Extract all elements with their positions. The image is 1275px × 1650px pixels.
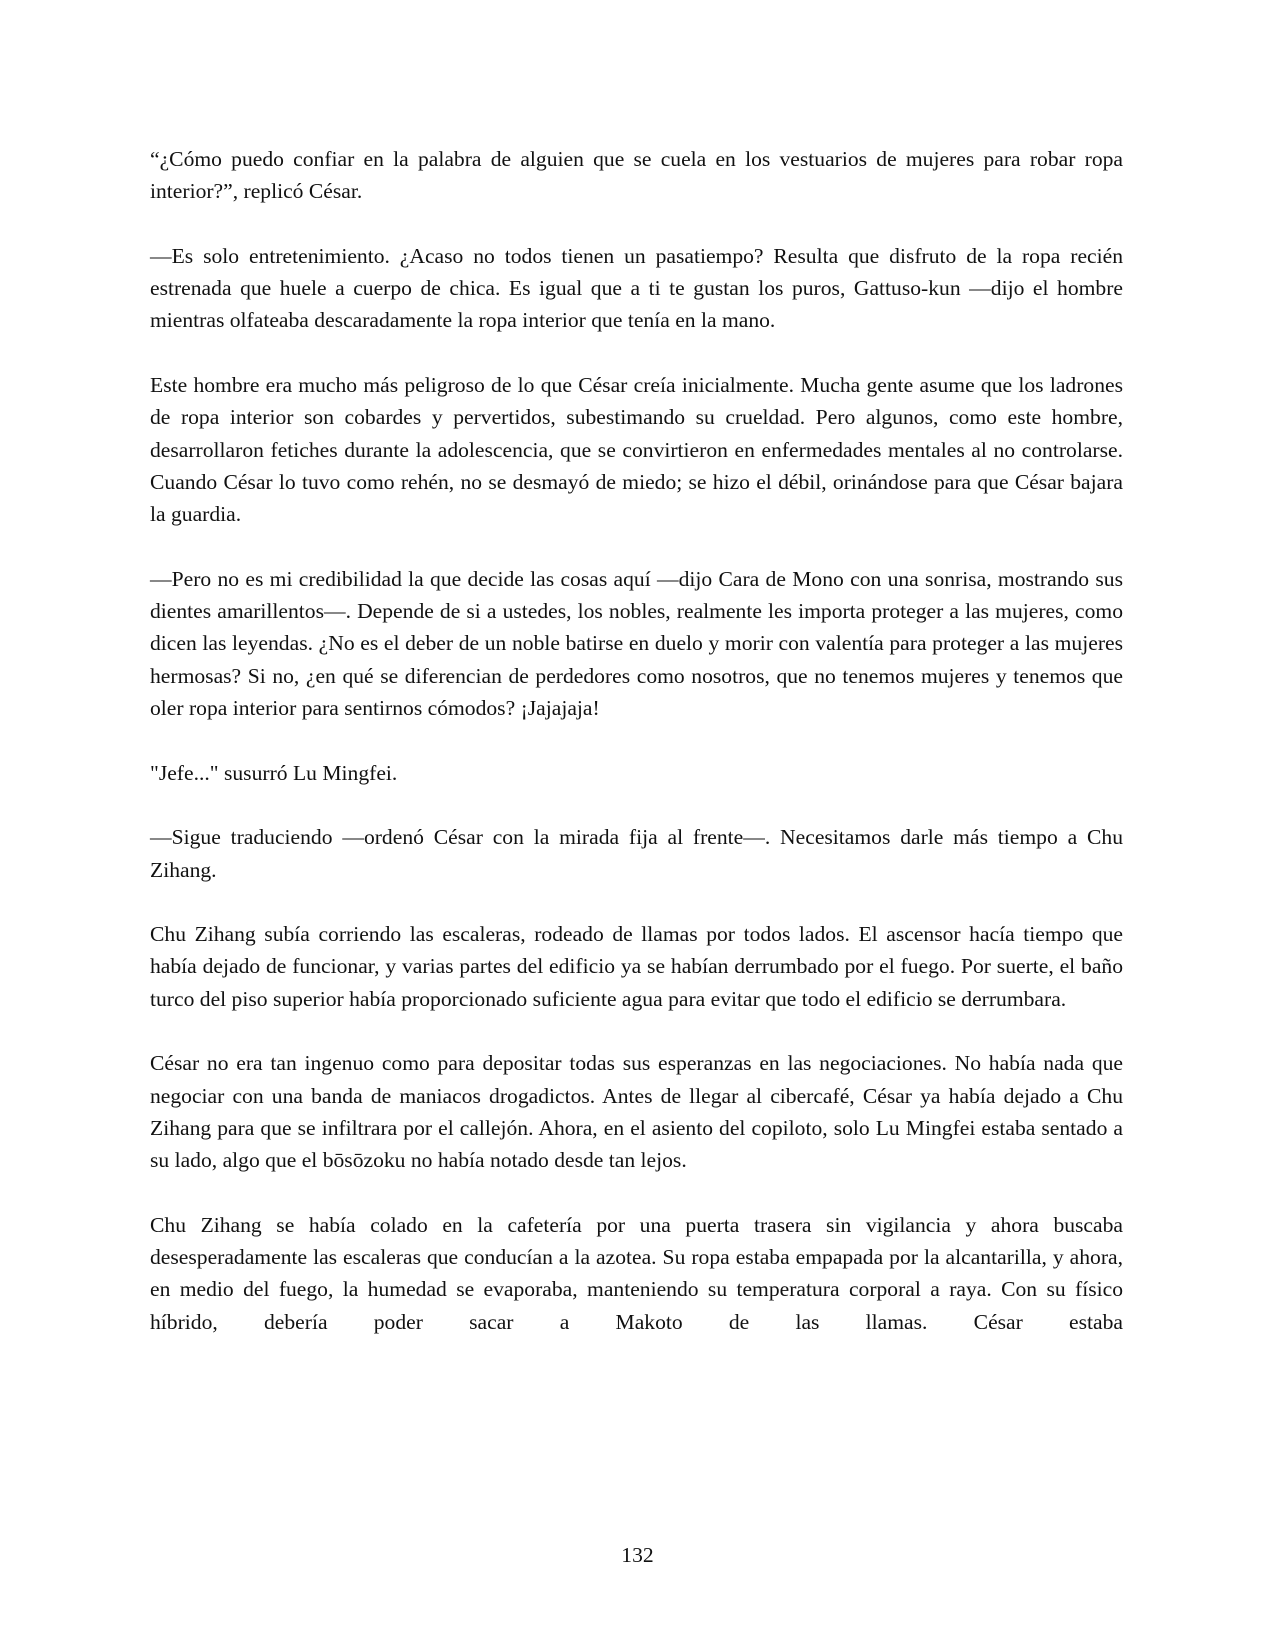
paragraph: "Jefe..." susurró Lu Mingfei. xyxy=(150,760,398,785)
paragraph: —Sigue traduciendo —ordenó César con la mirada fija al frente—. Necesitamos darle más tiempo a Chu Zihang. xyxy=(150,825,1123,882)
paragraph: Chu Zihang subía corriendo las escaleras, rodeado de llamas por todos lados. El ascensor hacía tiempo que había dejado de funcionar, y varias partes del edificio ya se habían derrumbado por el fuego. Por suerte, el baño turco del piso superior había proporcionado suficiente agua para evitar que todo el edificio se derrumbara. xyxy=(150,922,1123,1011)
paragraph: —Pero no es mi credibilidad la que decide las cosas aquí —dijo Cara de Mono con una sonrisa, mostrando sus dientes amarillentos—. Depende de si a ustedes, los nobles, realmente les importa proteger a las mujeres, como dicen las leyendas. ¿No es el deber de un noble batirse en duelo y morir con valentía para proteger a las mujeres hermosas? Si no, ¿en qué se diferencian de perdedores como nosotros, que no tenemos mujeres y tenemos que oler ropa interior para sentirnos cómodos? ¡Jajajaja! xyxy=(150,566,1123,721)
page-number: 132 xyxy=(621,1543,654,1567)
paragraph: —Es solo entretenimiento. ¿Acaso no todos tienen un pasatiempo? Resulta que disfruto de la ropa recién estrenada que huele a cuerpo de chica. Es igual que a ti te gustan los puros, Gattuso-kun —dijo el hombre mientras olfateaba descaradamente la ropa interior que tenía en la mano. xyxy=(150,243,1123,333)
body-text xyxy=(150,143,1123,1370)
paragraph: Chu Zihang se había colado en la cafetería por una puerta trasera sin vigilancia y ahora buscaba desesperadamente las escaleras que conducían a la azotea. Su ropa estaba empapada por la alcantarilla, y ahora, en medio del fuego, la humedad se evaporaba, manteniendo su temperatura corporal a raya. Con su físico híbrido, debería poder sacar a Makoto de las llamas. César estaba xyxy=(150,1212,1123,1334)
paragraph: “¿Cómo puedo confiar en la palabra de alguien que se cuela en los vestuarios de mujeres para robar ropa interior?”, replicó César. xyxy=(150,147,1123,204)
paragraph: Este hombre era mucho más peligroso de lo que César creía inicialmente. Mucha gente asume que los ladrones de ropa interior son cobardes y pervertidos, subestimando su crueldad. Pero algunos, como este hombre, desarrollaron fetiches durante la adolescencia, que se convirtieron en enfermedades mentales al no controlarse. Cuando César lo tuvo como rehén, no se desmayó de miedo; se hizo el débil, orinándose para que César bajara la guardia. xyxy=(150,373,1123,527)
paragraph: César no era tan ingenuo como para depositar todas sus esperanzas en las negociaciones. No había nada que negociar con una banda de maniacos drogadictos. Antes de llegar al cibercafé, César ya había dejado a Chu Zihang para que se infiltrara por el callejón. Ahora, en el asiento del copiloto, solo Lu Mingfei estaba sentado a su lado, algo que el bōsōzoku no había notado desde tan lejos. xyxy=(150,1051,1123,1173)
